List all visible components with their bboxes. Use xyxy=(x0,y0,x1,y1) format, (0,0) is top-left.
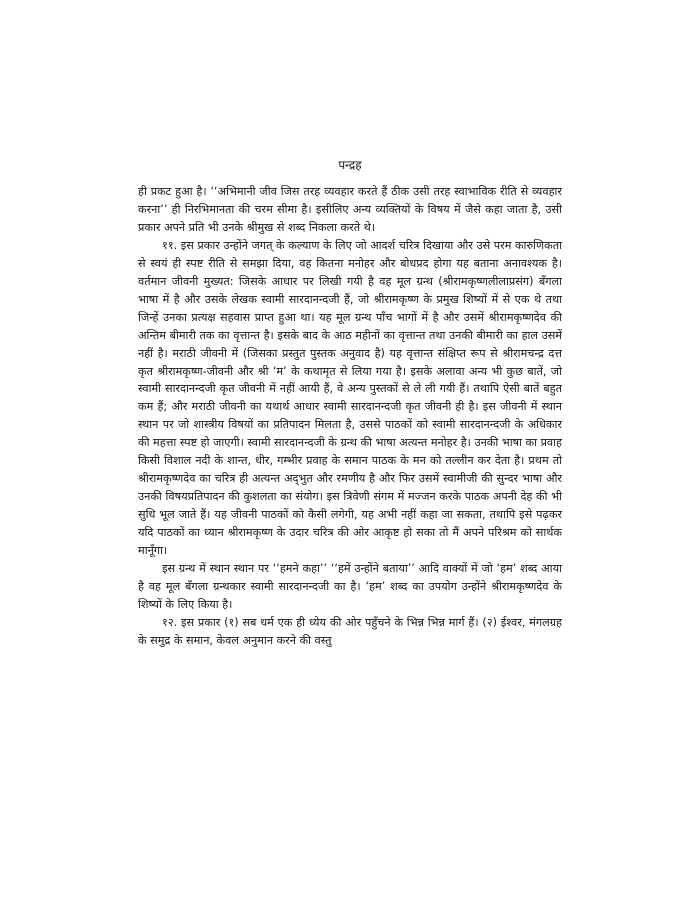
paragraph-note-hum: इस ग्रन्थ में स्थान स्थान पर ‘‘हमने कहा’’ ‘‘हमें उन्होंने बताया’’ आदि वाक्यों में जो ‘हम’ शब्द आया है वह मूल बँगला ग्रन्थकार स्वामी सारदानन्दजी का है। ‘हम’ शब्द का उपयोग उन्होंने श्रीरामकृष्णदेव के शिष्यों के लिए किया है। xyxy=(138,562,562,611)
text-body xyxy=(138,183,562,650)
paragraph-section-12: १२. इस प्रकार (१) सब धर्म एक ही ध्येय की ओर पहुँचने के भिन्न भिन्न मार्ग हैं। (२) ईश्वर, मंगलग्रह के समुद्र के समान, केवल अनुमान करने की वस्तु xyxy=(138,615,562,647)
paragraph-continuation: ही प्रकट हुआ है। ‘‘अभिमानी जीव जिस तरह व्यवहार करते हैं ठीक उसी तरह स्वाभाविक रीति से व्यवहार करना’’ ही निरभिमानता की चरम सीमा है। इसीलिए अन्य व्यक्तियों के विषय में जैसे कहा जाता है, उसी प्रकार अपने प्रति भी उनके श्रीमुख से शब्द निकला करते थे। xyxy=(138,185,562,234)
page-header: पन्द्रह xyxy=(338,158,362,172)
paragraph-section-11: ११. इस प्रकार उन्होंने जगत् के कल्याण के लिए जो आदर्श चरित्र दिखाया और उसे परम कारुणिकता से स्वयं ही स्पष्ट रीति से समझा दिया, वह कितना मनोहर और बोधप्रद होगा यह बताना अनावश्यक है। वर्तमान जीवनी मुख्यत: जिसके आधार पर लिखी गयी है वह मूल ग्रन्थ (श्रीरामकृष्णलीलाप्रसंग) बँगला भाषा में है और उसके लेखक स्वामी सारदानन्दजी हैं, जो श्रीरामकृष्ण के प्रमुख शिष्यों में से एक थे तथा जिन्हें उनका प्रत्यक्ष सहवास प्राप्त हुआ था। यह मूल ग्रन्थ पाँच भागों में है और उसमें श्रीरामकृष्णदेव की अन्तिम बीमारी तक का वृत्तान्त है। इसके बाद के आठ महीनों का वृत्तान्त तथा उनकी बीमारी का हाल उसमें नहीं है। मराठी जीवनी में (जिसका प्रस्तुत पुस्तक अनुवाद है) यह वृत्तान्त संक्षिप्त रूप से श्रीरामचन्द्र दत्त कृत श्रीरामकृष्ण-जीवनी और श्री ‘म’ के कथामृत से लिया गया है। इसके अलावा अन्य भी कुछ बातें, जो स्वामी सारदानन्दजी कृत जीवनी में नहीं आयी हैं, वे अन्य पुस्तकों से ले ली गयी हैं। तथापि ऐसी बातें बहुत कम हैं; और मराठी जीवनी का यथार्थ आधार स्वामी सारदानन्दजी कृत जीवनी ही है। इस जीवनी में स्थान स्थान पर जो शास्त्रीय विषयों का प्रतिपादन मिलता है, उससे पाठकों को स्वामी सारदानन्दजी के अधिकार की महत्ता स्पष्ट हो जाएगी। स्वामी सारदानन्दजी के ग्रन्थ की भाषा अत्यन्त मनोहर है। उनकी भाषा का प्रवाह किसी विशाल नदी के शान्त, धीर, गम्भीर प्रवाह के समान पाठक के मन को तल्लीन कर देता है। प्रथम तो श्रीरामकृष्णदेव का चरित्र ही अत्यन्त अद्‌भुत और रमणीय है और फिर उसमें स्वामीजी की सुन्दर भाषा और उनकी विषयप्रतिपादन की कुशलता का संयोग। इस त्रिवेणी संगम में मज्जन करके पाठक अपनी देह की भी सुधि भूल जाते हैं। यह जीवनी पाठकों को कैसी लगेगी, यह अभी नहीं कहा जा सकता, तथापि इसे पढ़कर यदि पाठकों का ध्यान श्रीरामकृष्ण के उदार चरित्र की ओर आकृष्ट हो सका तो मैं अपने परिश्रम को सार्थक मानूँगा। xyxy=(138,238,562,558)
